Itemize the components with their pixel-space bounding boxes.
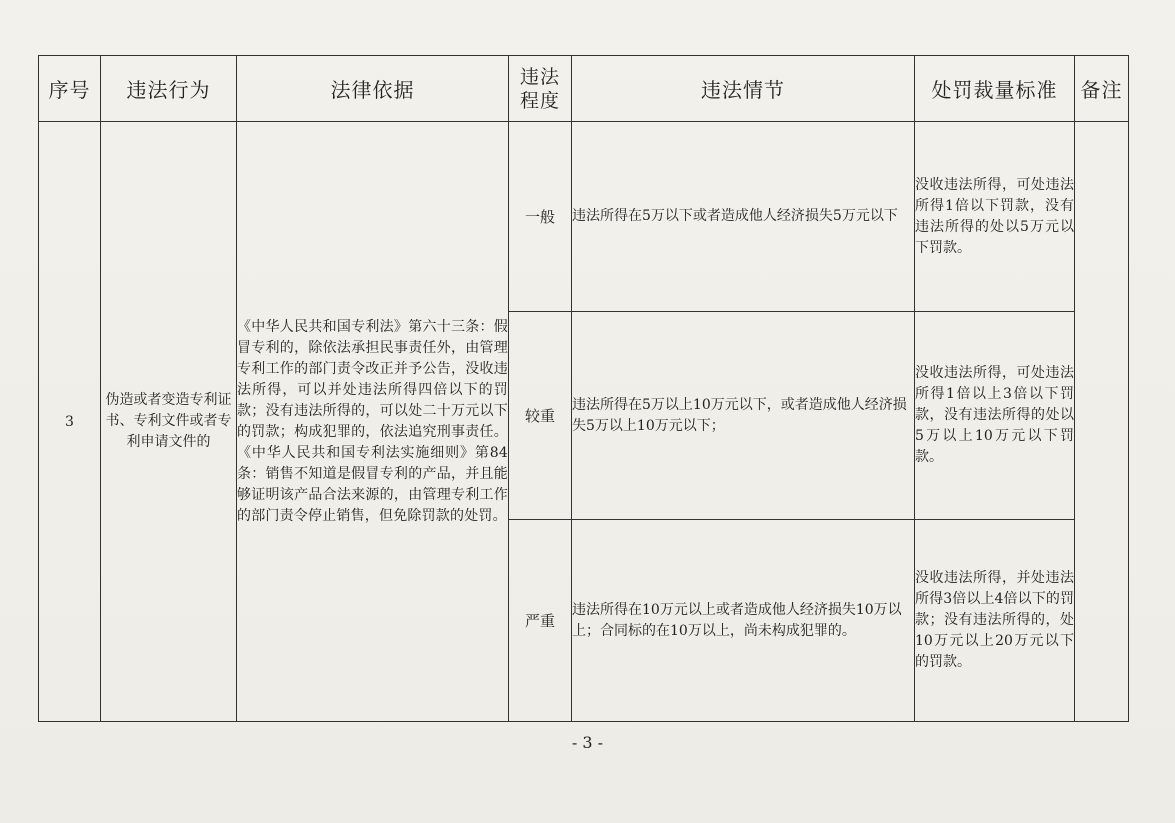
page-number: - 3 -	[571, 733, 604, 752]
degree-serious: 较重	[509, 312, 572, 520]
penalty-table	[38, 55, 1129, 722]
degree-severe: 严重	[509, 520, 572, 722]
header-note: 备注	[1075, 56, 1129, 122]
standard-serious: 没收违法所得，可处违法所得1倍以上3倍以下罚款，没有违法所得的处以5万以上10万元以下罚款。	[915, 312, 1075, 520]
plot-general: 违法所得在5万以下或者造成他人经济损失5万元以下	[572, 122, 915, 312]
header-degree	[509, 56, 572, 122]
row-basis: 《中华人民共和国专利法》第六十三条：假冒专利的，除依法承担民事责任外，由管理专利工作的部门责令改正并予公告，没收违法所得，可以并处违法所得四倍以下的罚款；没有违法所得的，可以处二十万元以下的罚款；构成犯罪的，依法追究刑事责任。《中华人民共和国专利法实施细则》第84条：销售不知道是假冒专利的产品，并且能够证明该产品合法来源的，由管理专利工作的部门责令停止销售，但免除罚款的处罚。	[237, 122, 509, 722]
standard-severe: 没收违法所得，并处违法所得3倍以上4倍以下的罚款；没有违法所得的，处10万元以上20万元以下的罚款。	[915, 520, 1075, 722]
table-row	[39, 122, 1129, 312]
row-seq: 3	[39, 122, 101, 722]
header-seq: 序号	[39, 56, 101, 122]
header-row	[39, 56, 1129, 122]
plot-serious: 违法所得在5万以上10万元以下，或者造成他人经济损失5万以上10万元以下；	[572, 312, 915, 520]
row-act: 伪造或者变造专利证书、专利文件或者专利申请文件的	[101, 122, 237, 722]
header-standard: 处罚裁量标准	[915, 56, 1075, 122]
header-plot: 违法情节	[572, 56, 915, 122]
plot-severe: 违法所得在10万元以上或者造成他人经济损失10万以上；合同标的在10万以上，尚未构成犯罪的。	[572, 520, 915, 722]
row-note	[1075, 122, 1129, 722]
header-degree-line1: 违法	[519, 65, 560, 88]
header-act: 违法行为	[101, 56, 237, 122]
header-degree-line2: 程度	[519, 89, 560, 112]
header-basis: 法律依据	[237, 56, 509, 122]
degree-general: 一般	[509, 122, 572, 312]
standard-general: 没收违法所得，可处违法所得1倍以下罚款，没有违法所得的处以5万元以下罚款。	[915, 122, 1075, 312]
